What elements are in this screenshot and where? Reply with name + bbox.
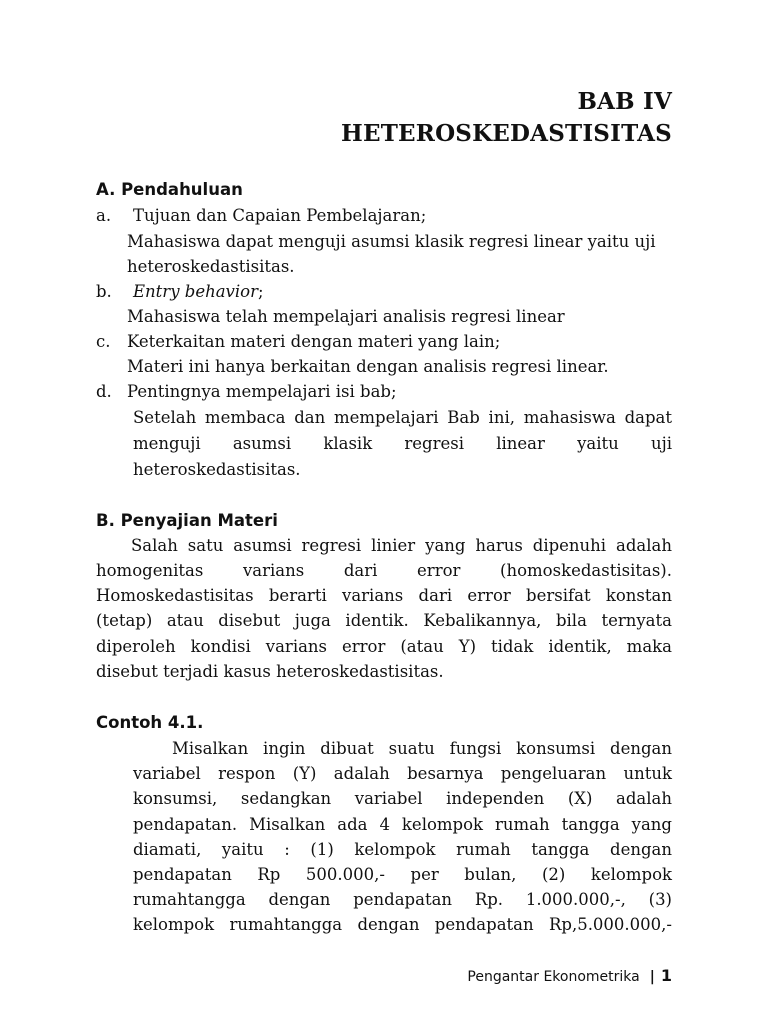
chapter-title: HETEROSKEDASTISITAS xyxy=(341,120,672,147)
footer-book-title: Pengantar Ekonometrika xyxy=(467,969,640,985)
item-b-label xyxy=(133,281,264,303)
item-c-marker: c. xyxy=(96,332,111,351)
item-b-label-suffix: ; xyxy=(257,282,264,301)
example-paragraph-line: Misalkan ingin dibuat suatu fungsi konsumsi dengan xyxy=(172,739,672,758)
chapter-number: BAB IV xyxy=(577,88,672,115)
item-a-marker: a. xyxy=(96,206,112,225)
page-footer xyxy=(467,966,672,985)
example-paragraph-line: variabel respon (Y) adalah besarnya pengeluaran untuk xyxy=(133,764,672,783)
example-paragraph-line: pendapatan Rp 500.000,- per bulan, (2) kelompok xyxy=(133,865,672,884)
section-b-paragraph-line: disebut terjadi kasus heteroskedastisitas. xyxy=(96,662,444,681)
example-heading: Contoh 4.1. xyxy=(96,713,204,732)
item-a-body-line: heteroskedastisitas. xyxy=(127,257,295,276)
item-a-body-line: Mahasiswa dapat menguji asumsi klasik regresi linear yaitu uji xyxy=(127,232,656,251)
item-d-body-line: Setelah membaca dan mempelajari Bab ini, mahasiswa dapat xyxy=(133,408,672,427)
item-d-marker: d. xyxy=(96,382,112,401)
item-c-label: Keterkaitan materi dengan materi yang lain; xyxy=(127,332,501,351)
item-d-body-line: heteroskedastisitas. xyxy=(133,460,301,479)
section-a-heading: A. Pendahuluan xyxy=(96,180,243,199)
example-paragraph-line: kelompok rumahtangga dengan pendapatan Rp,5.000.000,- xyxy=(133,915,672,934)
item-d-body-line: menguji asumsi klasik regresi linear yaitu uji xyxy=(133,434,672,453)
example-paragraph-line: konsumsi, sedangkan variabel independen (X) adalah xyxy=(133,789,672,808)
section-b-paragraph-line: Salah satu asumsi regresi linier yang harus dipenuhi adalah xyxy=(131,536,672,555)
example-paragraph-line: pendapatan. Misalkan ada 4 kelompok rumah tangga yang xyxy=(133,815,672,834)
item-b-body-line: Mahasiswa telah mempelajari analisis regresi linear xyxy=(127,307,565,326)
page-number: 1 xyxy=(660,966,672,985)
item-b-label-italic: Entry behavior xyxy=(133,282,258,301)
example-paragraph-line: diamati, yaitu : (1) kelompok rumah tangga dengan xyxy=(133,840,672,859)
item-d-label: Pentingnya mempelajari isi bab; xyxy=(127,382,397,401)
section-b-heading: B. Penyajian Materi xyxy=(96,511,278,530)
item-b-marker: b. xyxy=(96,282,112,301)
section-b-paragraph-line: (tetap) atau disebut juga identik. Kebalikannya, bila ternyata xyxy=(96,611,672,630)
example-paragraph-line: rumahtangga dengan pendapatan Rp. 1.000.000,-, (3) xyxy=(133,890,672,909)
item-c-body-line: Materi ini hanya berkaitan dengan analisis regresi linear. xyxy=(127,357,609,376)
section-b-paragraph-line: Homoskedastisitas berarti varians dari error bersifat konstan xyxy=(96,586,672,605)
footer-separator: | xyxy=(649,969,655,985)
section-b-paragraph-line: diperoleh kondisi varians error (atau Y) tidak identik, maka xyxy=(96,637,672,656)
section-b-paragraph-line: homogenitas varians dari error (homoskedastisitas). xyxy=(96,561,672,580)
item-a-label: Tujuan dan Capaian Pembelajaran; xyxy=(133,206,427,225)
